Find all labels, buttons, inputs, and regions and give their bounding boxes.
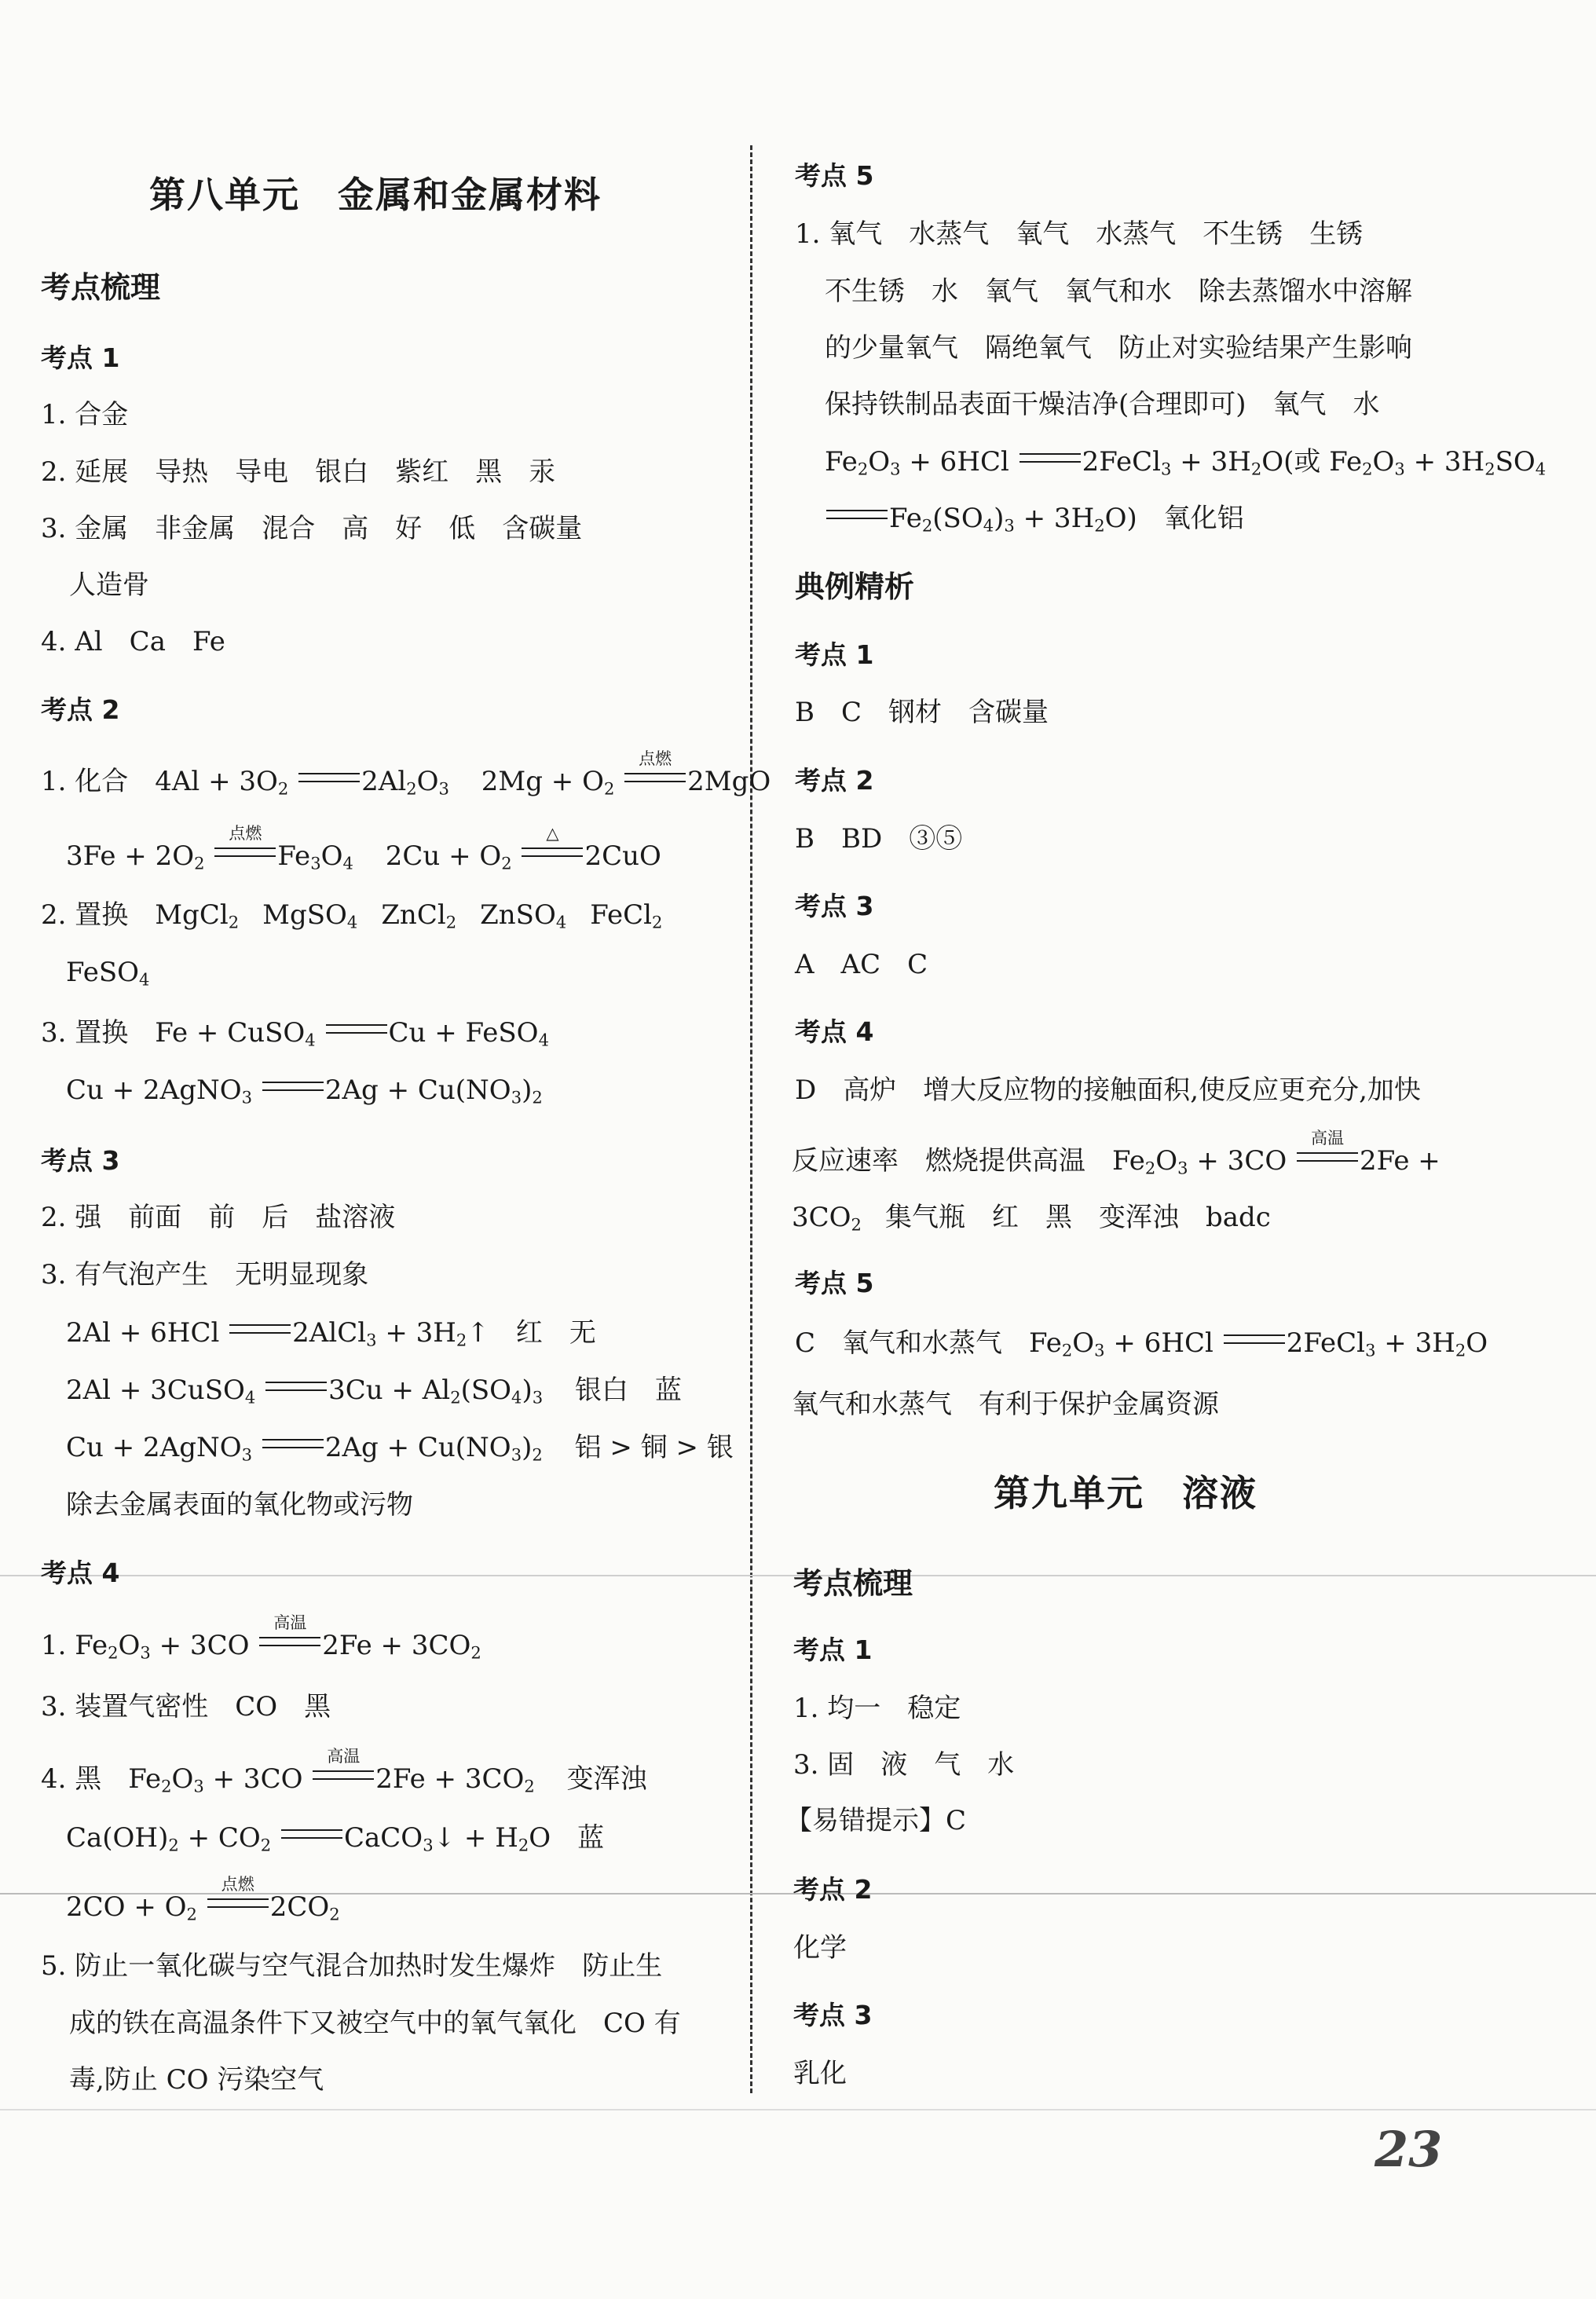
text: 2Fe + 3CO: [322, 1630, 471, 1661]
equation-line: 4. 黑 $Fe_2O_3 + 3CO$ 高温 $2Fe + 3CO_2$ 变浑浊: [41, 1745, 647, 1796]
sub: 2: [652, 912, 663, 932]
sub: 2: [1362, 459, 1373, 479]
text: 2Mg + O: [481, 766, 604, 797]
equation-line: 1. 化合 $4Al + 3O_2$ $2Al_2O_3$ $2Mg + O_2$ 点燃 2MgO: [41, 748, 771, 799]
answer-line: D 高炉 增大反应物的接触面积,使反应更充分,加快: [795, 1074, 1421, 1106]
sub: 2: [921, 515, 933, 536]
condition-label: 点燃: [221, 1873, 254, 1894]
answer-line: 除去金属表面的氧化物或污物: [66, 1489, 413, 1521]
sub: 2: [450, 1387, 461, 1408]
text: Fe: [277, 840, 311, 872]
sub: 2: [532, 1087, 543, 1107]
sub: 3: [1004, 515, 1015, 536]
reaction-arrow: [261, 1432, 325, 1464]
sub: 4: [555, 912, 567, 932]
sub: 4: [305, 1030, 316, 1050]
sub: 2: [194, 853, 205, 873]
text: O) 氧化铝: [1104, 503, 1244, 534]
answer-line: 毒,防止 CO 污染空气: [69, 2064, 324, 2096]
sub: 3: [1365, 1340, 1376, 1360]
answer-line: 5. 防止一氧化碳与空气混合加热时发生爆炸 防止生: [41, 1950, 663, 1982]
page-number: 23: [1375, 2121, 1443, 2178]
answer-line: 化学: [793, 1932, 847, 1964]
sub: 3: [511, 1444, 522, 1465]
sub: 3: [1094, 1340, 1105, 1360]
reaction-arrow-ignite: [206, 1873, 270, 1924]
sub: 2: [186, 1904, 197, 1924]
sub: 2: [260, 1835, 272, 1855]
sub: 3: [1394, 459, 1405, 479]
equation-line: 2Al + 3CuSO$_4$ $3Cu + Al_2(SO_4)_3$ 银白 蓝: [66, 1375, 682, 1408]
text: 集气瓶 红 黑 变浑浊 badc: [884, 1202, 1271, 1233]
sub: 3: [140, 1642, 151, 1663]
text: C 氧气和水蒸气 Fe: [795, 1327, 1062, 1359]
text: 2Al: [361, 766, 407, 797]
text: ZnCl: [381, 899, 446, 931]
answer-line: 2. 强 前面 前 后 盐溶液: [41, 1202, 396, 1233]
equation-line: 1. $Fe_2O_3 + 3CO$ 高温 $2Fe + 3CO_2$: [41, 1612, 481, 1663]
text: 银白 蓝: [574, 1375, 682, 1406]
equation-line: Cu + 2AgNO$_3$ $2Ag + Cu(NO_3)_2$ 铝 > 铜 > 银: [66, 1432, 734, 1465]
sub: 2: [532, 1444, 543, 1465]
kaodian-3: 考点 3: [793, 2000, 873, 2030]
kaodian-4: 考点 4: [41, 1558, 120, 1588]
answer-line: B C 钢材 含碳量: [795, 697, 1049, 728]
text: FeCl: [590, 899, 653, 931]
condition-label: 点燃: [639, 748, 672, 768]
sub: 2: [603, 778, 615, 799]
text: O 蓝: [529, 1822, 605, 1854]
reaction-arrow-hightemp: [311, 1745, 375, 1796]
text: + CO: [178, 1822, 261, 1854]
sub: 2: [168, 1835, 179, 1855]
text: ZnSO: [480, 899, 556, 931]
text: + 6HCl: [1104, 1327, 1213, 1359]
text: 2Al + 6HCl: [66, 1317, 220, 1349]
text: 2MgO: [687, 766, 771, 797]
text: 2CO: [269, 1891, 330, 1923]
sub: 3: [890, 459, 901, 479]
section-heading: 考点梳理: [793, 1566, 913, 1601]
sub: 2: [1484, 459, 1495, 479]
condition-label: △: [546, 822, 559, 843]
sub: 4: [244, 1387, 256, 1408]
sub: 2: [501, 853, 512, 873]
sub: 2: [277, 778, 289, 799]
reaction-arrow-ignite: [623, 748, 687, 798]
reaction-arrow-hightemp: [258, 1612, 322, 1662]
reaction-arrow: [324, 1017, 389, 1049]
sub: 3: [438, 778, 449, 799]
answer-line: [66, 957, 149, 990]
equation-line: 反应速率 燃烧提供高温 $Fe_2O_3 + 3CO$ 高温 2Fe +: [792, 1127, 1440, 1178]
sub: 3: [241, 1087, 253, 1107]
text: + 3H: [1014, 503, 1095, 534]
sub: 2: [456, 1330, 467, 1350]
text: 2Cu + O: [385, 840, 502, 872]
equation-line: C 氧气和水蒸气 $Fe_2O_3 + 6HCl$ 2FeCl$_3$ + $3H_2O$: [795, 1327, 1488, 1360]
sub: 2: [445, 912, 457, 932]
answer-line: [792, 1202, 1271, 1235]
answer-line: 1. 均一 稳定: [793, 1693, 961, 1724]
example-kaodian-1: 考点 1: [795, 639, 874, 670]
text: 2FeCl: [1286, 1327, 1366, 1359]
text: + 3CO: [1188, 1145, 1287, 1177]
sub: 4: [139, 969, 150, 990]
text: + 3CO: [150, 1630, 250, 1661]
sub: 2: [329, 1904, 340, 1924]
text: MgSO: [262, 899, 347, 931]
kaodian-5: 考点 5: [795, 160, 874, 191]
text: 3Fe + 2O: [66, 840, 195, 872]
text: (SO: [460, 1375, 512, 1406]
text: 变浑浊: [566, 1763, 647, 1795]
sub: 2: [524, 1776, 535, 1796]
sub: 4: [346, 912, 358, 932]
equation-line: [66, 1822, 604, 1855]
text: Cu + FeSO: [388, 1017, 539, 1049]
text: 1. 化合 4Al + 3O: [41, 766, 278, 797]
reaction-arrow: [297, 766, 361, 798]
text: 2CuO: [584, 840, 661, 872]
reaction-arrow: [228, 1317, 292, 1349]
sub: 2: [1061, 1340, 1073, 1360]
column-divider: [750, 145, 752, 2093]
text: 3CO: [792, 1202, 851, 1233]
equation-line: [41, 1017, 549, 1050]
reaction-arrow: [264, 1375, 328, 1407]
equation-line: [66, 1873, 340, 1924]
reaction-arrow: [280, 1822, 344, 1854]
answer-line: 3. 金属 非金属 混合 高 好 低 含碳量: [41, 513, 583, 544]
condition-label: 高温: [327, 1745, 361, 1766]
answer-line: 乳化: [793, 2058, 847, 2089]
text: Fe: [825, 446, 858, 478]
text: 4. 黑 Fe: [41, 1763, 162, 1795]
answer-line: 3. 装置气密性 CO 黑: [41, 1691, 331, 1722]
sub: 2: [470, 1642, 481, 1663]
sub: 3: [310, 853, 321, 873]
text: SO: [1495, 446, 1536, 478]
sub: 3: [366, 1330, 377, 1350]
text: 2AlCl: [292, 1317, 367, 1349]
answer-line: 1. 合金: [41, 399, 129, 430]
answer-line: 3. 固 液 气 水: [793, 1749, 1015, 1781]
kaodian-3: 考点 3: [41, 1145, 120, 1176]
equation-line: $Fe_2(SO_4)_3 + 3H_2O$) 氧化铝: [825, 503, 1244, 536]
sub: 3: [193, 1776, 204, 1796]
text: 2Ag + Cu(NO: [324, 1432, 511, 1463]
text: 反应速率 燃烧提供高温 Fe: [792, 1145, 1145, 1177]
condition-label: 高温: [273, 1612, 307, 1632]
sub: 2: [1455, 1340, 1466, 1360]
sub: 4: [983, 515, 994, 536]
fold-line-footer: [0, 2109, 1596, 2110]
text: Ca(OH): [66, 1822, 169, 1854]
answer-line: 的少量氧气 隔绝氧气 防止对实验结果产生影响: [825, 332, 1412, 364]
tip-line: 【易错提示】C: [785, 1805, 967, 1836]
sub: 2: [1250, 459, 1262, 479]
answer-line: 2. 延展 导热 导电 银白 紫红 黑 汞: [41, 456, 556, 488]
text: ↓ + H: [433, 1822, 518, 1854]
condition-label: 高温: [1310, 1127, 1345, 1148]
sub: 2: [1144, 1158, 1156, 1178]
sub: 2: [1094, 515, 1105, 536]
kaodian-2: 考点 2: [41, 694, 120, 725]
text: 铝 > 铜 > 银: [574, 1432, 734, 1463]
sub: 4: [342, 853, 353, 873]
section-heading: 考点梳理: [41, 270, 161, 305]
sub: 4: [511, 1387, 522, 1408]
sub: 3: [1161, 459, 1172, 479]
answer-line: 氧气和水蒸气 有利于保护金属资源: [792, 1389, 1219, 1420]
text: Cu + 2AgNO: [66, 1074, 242, 1106]
answer-line: 成的铁在高温条件下又被空气中的氧气氧化 CO 有: [69, 2008, 681, 2039]
text: 2CO + O: [66, 1891, 187, 1923]
text: O(或 Fe: [1261, 446, 1363, 478]
sub: 2: [228, 912, 240, 932]
text: ↑ 红 无: [467, 1317, 596, 1349]
sub: 3: [1177, 1158, 1188, 1178]
text: 2FeCl: [1082, 446, 1162, 478]
text: + 3H: [1375, 1327, 1455, 1359]
sub: 3: [241, 1444, 253, 1465]
sub: 3: [511, 1087, 522, 1107]
text: + 3H: [376, 1317, 456, 1349]
text: + 3H: [1404, 446, 1485, 478]
sub: 3: [423, 1835, 434, 1855]
section-heading: 典例精析: [795, 569, 915, 604]
answer-line: B BD ③⑤: [795, 823, 963, 855]
equation-line: [66, 1317, 596, 1350]
reaction-arrow-ignite: [213, 822, 277, 873]
answer-line: [41, 899, 662, 932]
reaction-arrow: [1018, 446, 1082, 478]
equation-line: $Fe_2O_3 + 6HCl$ 2FeCl$_3$ + $3H_2O$(或 $Fe_2O_3 + 3H_2SO_4$: [825, 446, 1547, 479]
text: CaCO: [344, 1822, 423, 1854]
text: Fe: [889, 503, 922, 534]
sub: 2: [406, 778, 417, 799]
kaodian-1: 考点 1: [41, 342, 120, 373]
kaodian-2: 考点 2: [793, 1874, 873, 1905]
answer-line: 不生锈 水 氧气 氧气和水 除去蒸馏水中溶解: [825, 276, 1412, 307]
answer-line: A AC C: [795, 949, 928, 980]
reaction-arrow-hightemp: [1295, 1127, 1360, 1177]
example-kaodian-2: 考点 2: [795, 765, 874, 796]
equation-line: $3Fe + 2O_2$ 点燃 $Fe_3O_4$ $2Cu + O_2$ △ 2CuO: [66, 822, 661, 873]
text: + 6HCl: [900, 446, 1009, 478]
text: (SO: [932, 503, 983, 534]
text: 2Fe +: [1360, 1145, 1440, 1177]
example-kaodian-5: 考点 5: [795, 1268, 874, 1298]
text: O: [1466, 1327, 1488, 1359]
example-kaodian-4: 考点 4: [795, 1016, 874, 1047]
text: FeSO: [66, 957, 140, 988]
unit-8-title: 第八单元 金属和金属材料: [149, 174, 602, 216]
text: 2. 置换 MgCl: [41, 899, 229, 931]
example-kaodian-3: 考点 3: [795, 891, 874, 921]
answer-line: 4. Al Ca Fe: [41, 626, 225, 657]
answer-line: 人造骨: [69, 569, 149, 601]
reaction-arrow: [825, 503, 889, 535]
reaction-arrow: [1222, 1327, 1287, 1360]
answer-line: 保持铁制品表面干燥洁净(合理即可) 氧气 水: [825, 389, 1380, 420]
text: 2Ag + Cu(NO: [324, 1074, 511, 1106]
reaction-arrow-heat: [520, 822, 584, 873]
sub: 2: [108, 1642, 119, 1663]
text: 3Cu + Al: [328, 1375, 451, 1406]
text: 1. Fe: [41, 1630, 108, 1661]
text: 3. 置换 Fe + CuSO: [41, 1017, 306, 1049]
text: Cu + 2AgNO: [66, 1432, 242, 1463]
text: + 3H: [1171, 446, 1251, 478]
sub: 2: [857, 459, 869, 479]
kaodian-1: 考点 1: [793, 1635, 873, 1665]
text: 2Fe + 3CO: [375, 1763, 525, 1795]
sub: 4: [1535, 459, 1547, 479]
text: 2Al + 3CuSO: [66, 1375, 245, 1406]
answer-line: 3. 有气泡产生 无明显现象: [41, 1259, 369, 1290]
equation-line: Cu + 2AgNO$_3$ $2Ag + Cu(NO_3)_2$: [66, 1074, 543, 1107]
sub: 2: [518, 1835, 529, 1855]
condition-label: 点燃: [229, 822, 262, 843]
text: + 3CO: [203, 1763, 303, 1795]
sub: 4: [538, 1030, 549, 1050]
sub: 3: [532, 1387, 544, 1408]
reaction-arrow: [261, 1074, 325, 1107]
sub: 2: [161, 1776, 172, 1796]
unit-9-title: 第九单元 溶液: [994, 1472, 1257, 1514]
answer-line: 1. 氧气 水蒸气 氧气 水蒸气 不生锈 生锈: [795, 218, 1364, 250]
sub: 2: [851, 1214, 862, 1235]
